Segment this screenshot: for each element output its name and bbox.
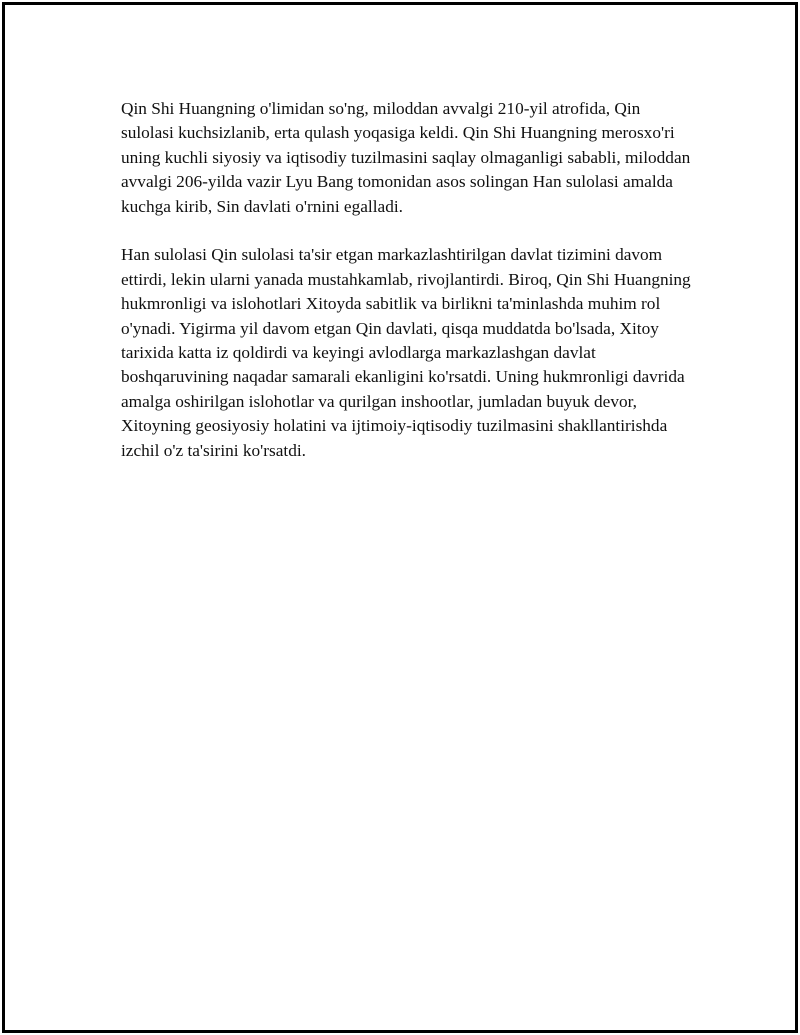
paragraph-2: Han sulolasi Qin sulolasi ta'sir etgan markazlashtirilgan davlat tizimini davom ettirdi, lekin ularni yanada mustahkamlab, rivojlantirdi. Biroq, Qin Shi Huangning hukmronligi va islohotlari Xitoyda sabitlik va birlikni ta'minlashda muhim rol o'ynadi. Yigirma yil davom etgan Qin davlati, qisqa muddatda bo'lsada, Xitoy tarixida katta iz qoldirdi va keyingi avlodlarga markazlashgan davlat boshqaruvining naqadar samarali ekanligini ko'rsatdi. Uning hukmronligi davrida amalga oshirilgan islohotlar va qurilgan inshootlar, jumladan buyuk devor, Xitoyning geosiyosiy holatini va ijtimoiy-iqtisodiy tuzilmasini shakllantirishda izchil o'z ta'sirini ko'rsatdi. — [121, 245, 691, 460]
document-body — [121, 97, 695, 487]
page-frame — [2, 2, 798, 1033]
paragraph-1: Qin Shi Huangning o'limidan so'ng, miloddan avvalgi 210-yil atrofida, Qin sulolasi kuchsizlanib, erta qulash yoqasiga keldi. Qin Shi Huangning merosxo'ri uning kuchli siyosiy va iqtisodiy tuzilmasini saqlay olmaganligi sababli, miloddan avvalgi 206-yilda vazir Lyu Bang tomonidan asos solingan Han sulolasi amalda kuchga kirib, Sin davlati o'rnini egalladi. — [121, 99, 691, 216]
